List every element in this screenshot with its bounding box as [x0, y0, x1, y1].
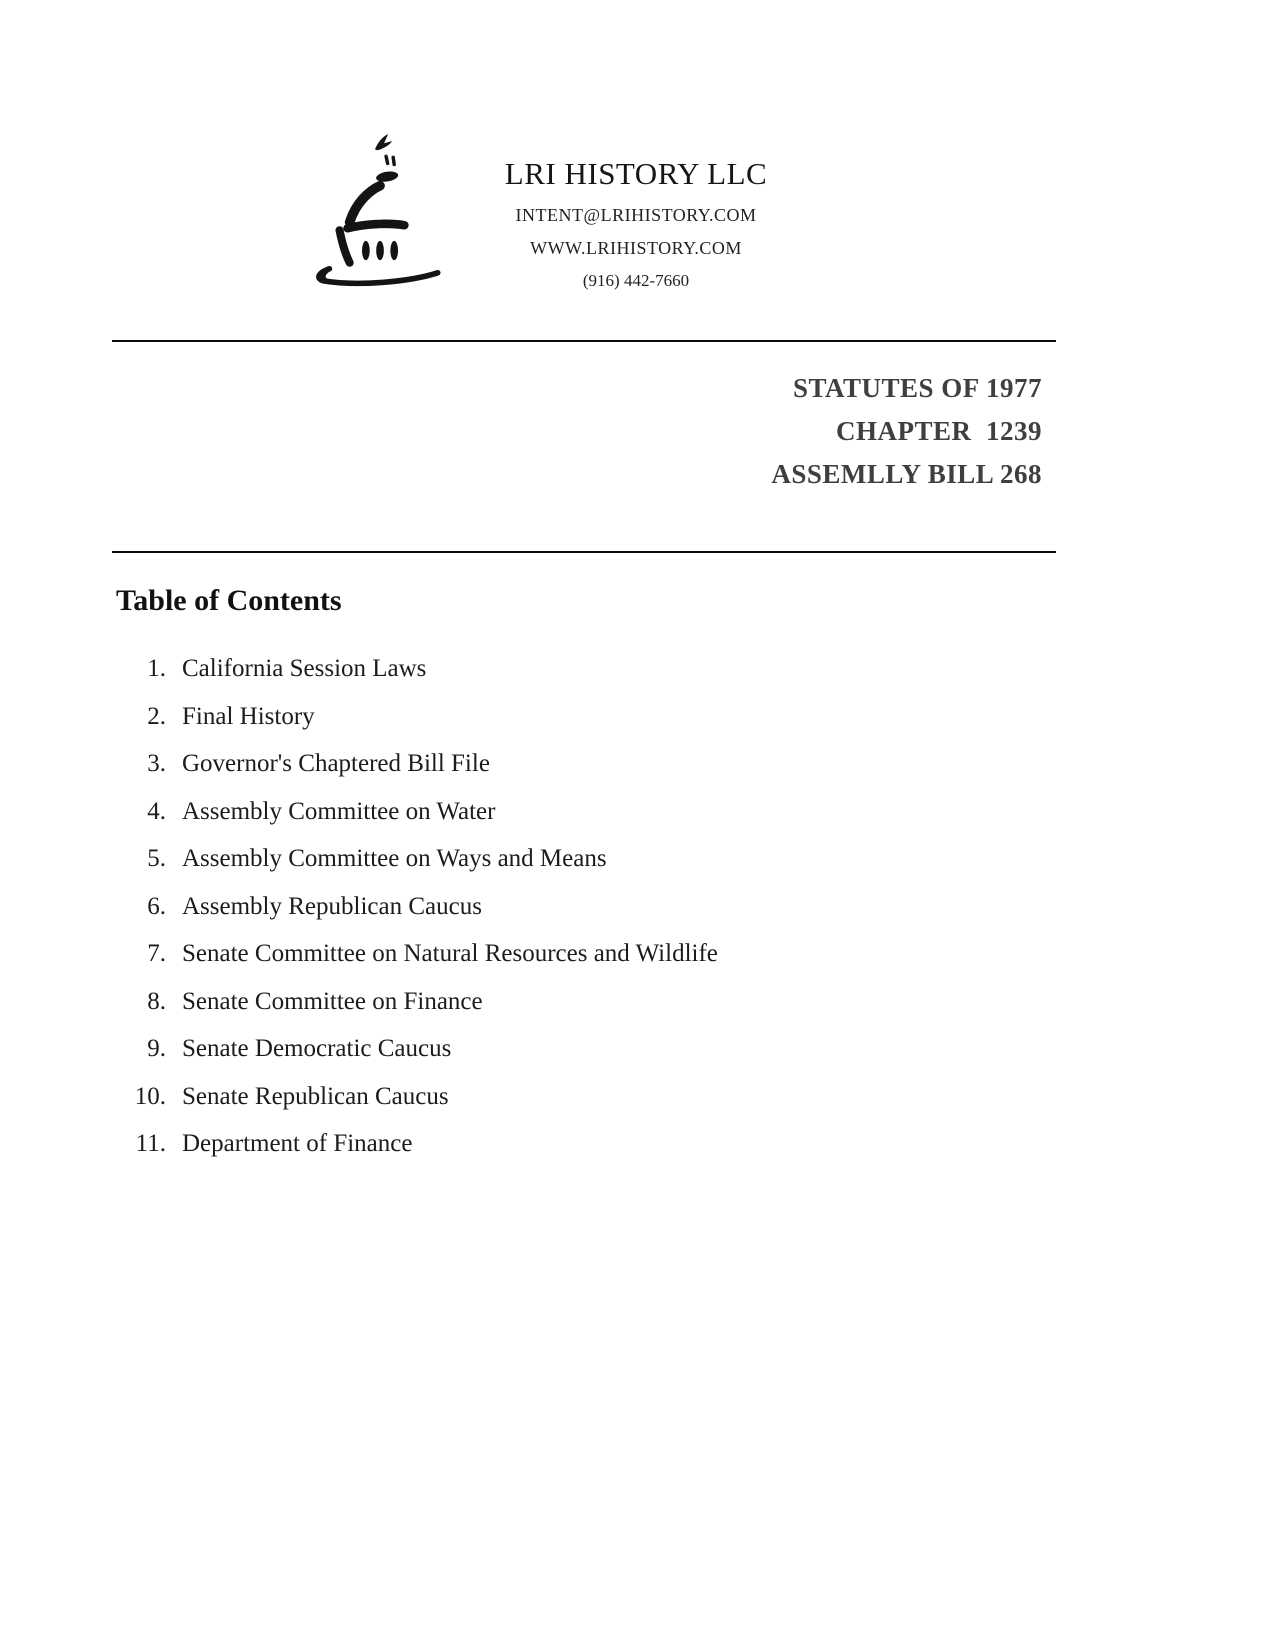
toc-item	[116, 655, 936, 703]
toc-item	[116, 1130, 936, 1178]
toc-item-label: California Session Laws	[182, 655, 427, 682]
company-phone: (916) 442-7660	[582, 271, 690, 290]
company-email: INTENT@LRIHISTORY.COM	[515, 205, 757, 225]
toc-item-number: 7.	[147, 940, 166, 967]
toc-item-number: 8.	[147, 987, 166, 1015]
toc-item-number: 11.	[135, 1130, 166, 1157]
toc-item-number: 6.	[147, 892, 166, 920]
toc-item-label: Assembly Committee on Water	[182, 797, 496, 825]
statute-title-block	[771, 367, 1042, 496]
toc-item-label: Department of Finance	[182, 1130, 413, 1157]
toc-item	[116, 845, 936, 893]
toc-item-number: 9.	[147, 1035, 166, 1062]
toc-heading: Table of Contents	[116, 584, 342, 617]
toc-item	[116, 988, 936, 1036]
toc-item-label: Final History	[182, 702, 315, 730]
toc-item-label: Senate Republican Caucus	[182, 1082, 449, 1110]
toc-item-label: Governor's Chaptered Bill File	[182, 750, 490, 777]
toc-item	[116, 703, 936, 751]
toc-list	[116, 655, 936, 1178]
toc-item-number: 1.	[147, 655, 166, 682]
toc-item-number: 10.	[134, 1082, 166, 1110]
toc-item	[116, 1035, 936, 1083]
toc-item-label: Senate Committee on Natural Resources and Wildlife	[182, 940, 718, 967]
letterhead	[446, 156, 826, 291]
horizontal-rule-bottom	[112, 551, 1056, 553]
toc-item	[116, 1083, 936, 1131]
capitol-dome-logo	[300, 128, 456, 290]
toc-item-number: 2.	[147, 702, 166, 730]
company-name: LRI HISTORY LLC	[504, 156, 768, 191]
toc-item-number: 3.	[147, 750, 166, 777]
toc-item-label: Senate Committee on Finance	[182, 987, 483, 1015]
toc-item	[116, 750, 936, 798]
company-website: WWW.LRIHISTORY.COM	[530, 238, 742, 258]
toc-item	[116, 940, 936, 988]
toc-item	[116, 798, 936, 846]
toc-item-label: Assembly Republican Caucus	[182, 892, 482, 920]
assembly-bill-line: ASSEMLLY BILL 268	[771, 459, 1042, 489]
toc-item	[116, 893, 936, 941]
toc-item-number: 4.	[147, 797, 166, 825]
statutes-year-line: STATUTES OF 1977	[792, 373, 1042, 403]
toc-item-label: Senate Democratic Caucus	[182, 1035, 452, 1062]
toc-item-number: 5.	[147, 845, 166, 872]
chapter-line: CHAPTER 1239	[835, 416, 1042, 446]
capitol-dome-icon	[300, 128, 456, 290]
toc-item-label: Assembly Committee on Ways and Means	[182, 845, 607, 872]
horizontal-rule-top	[112, 340, 1056, 342]
